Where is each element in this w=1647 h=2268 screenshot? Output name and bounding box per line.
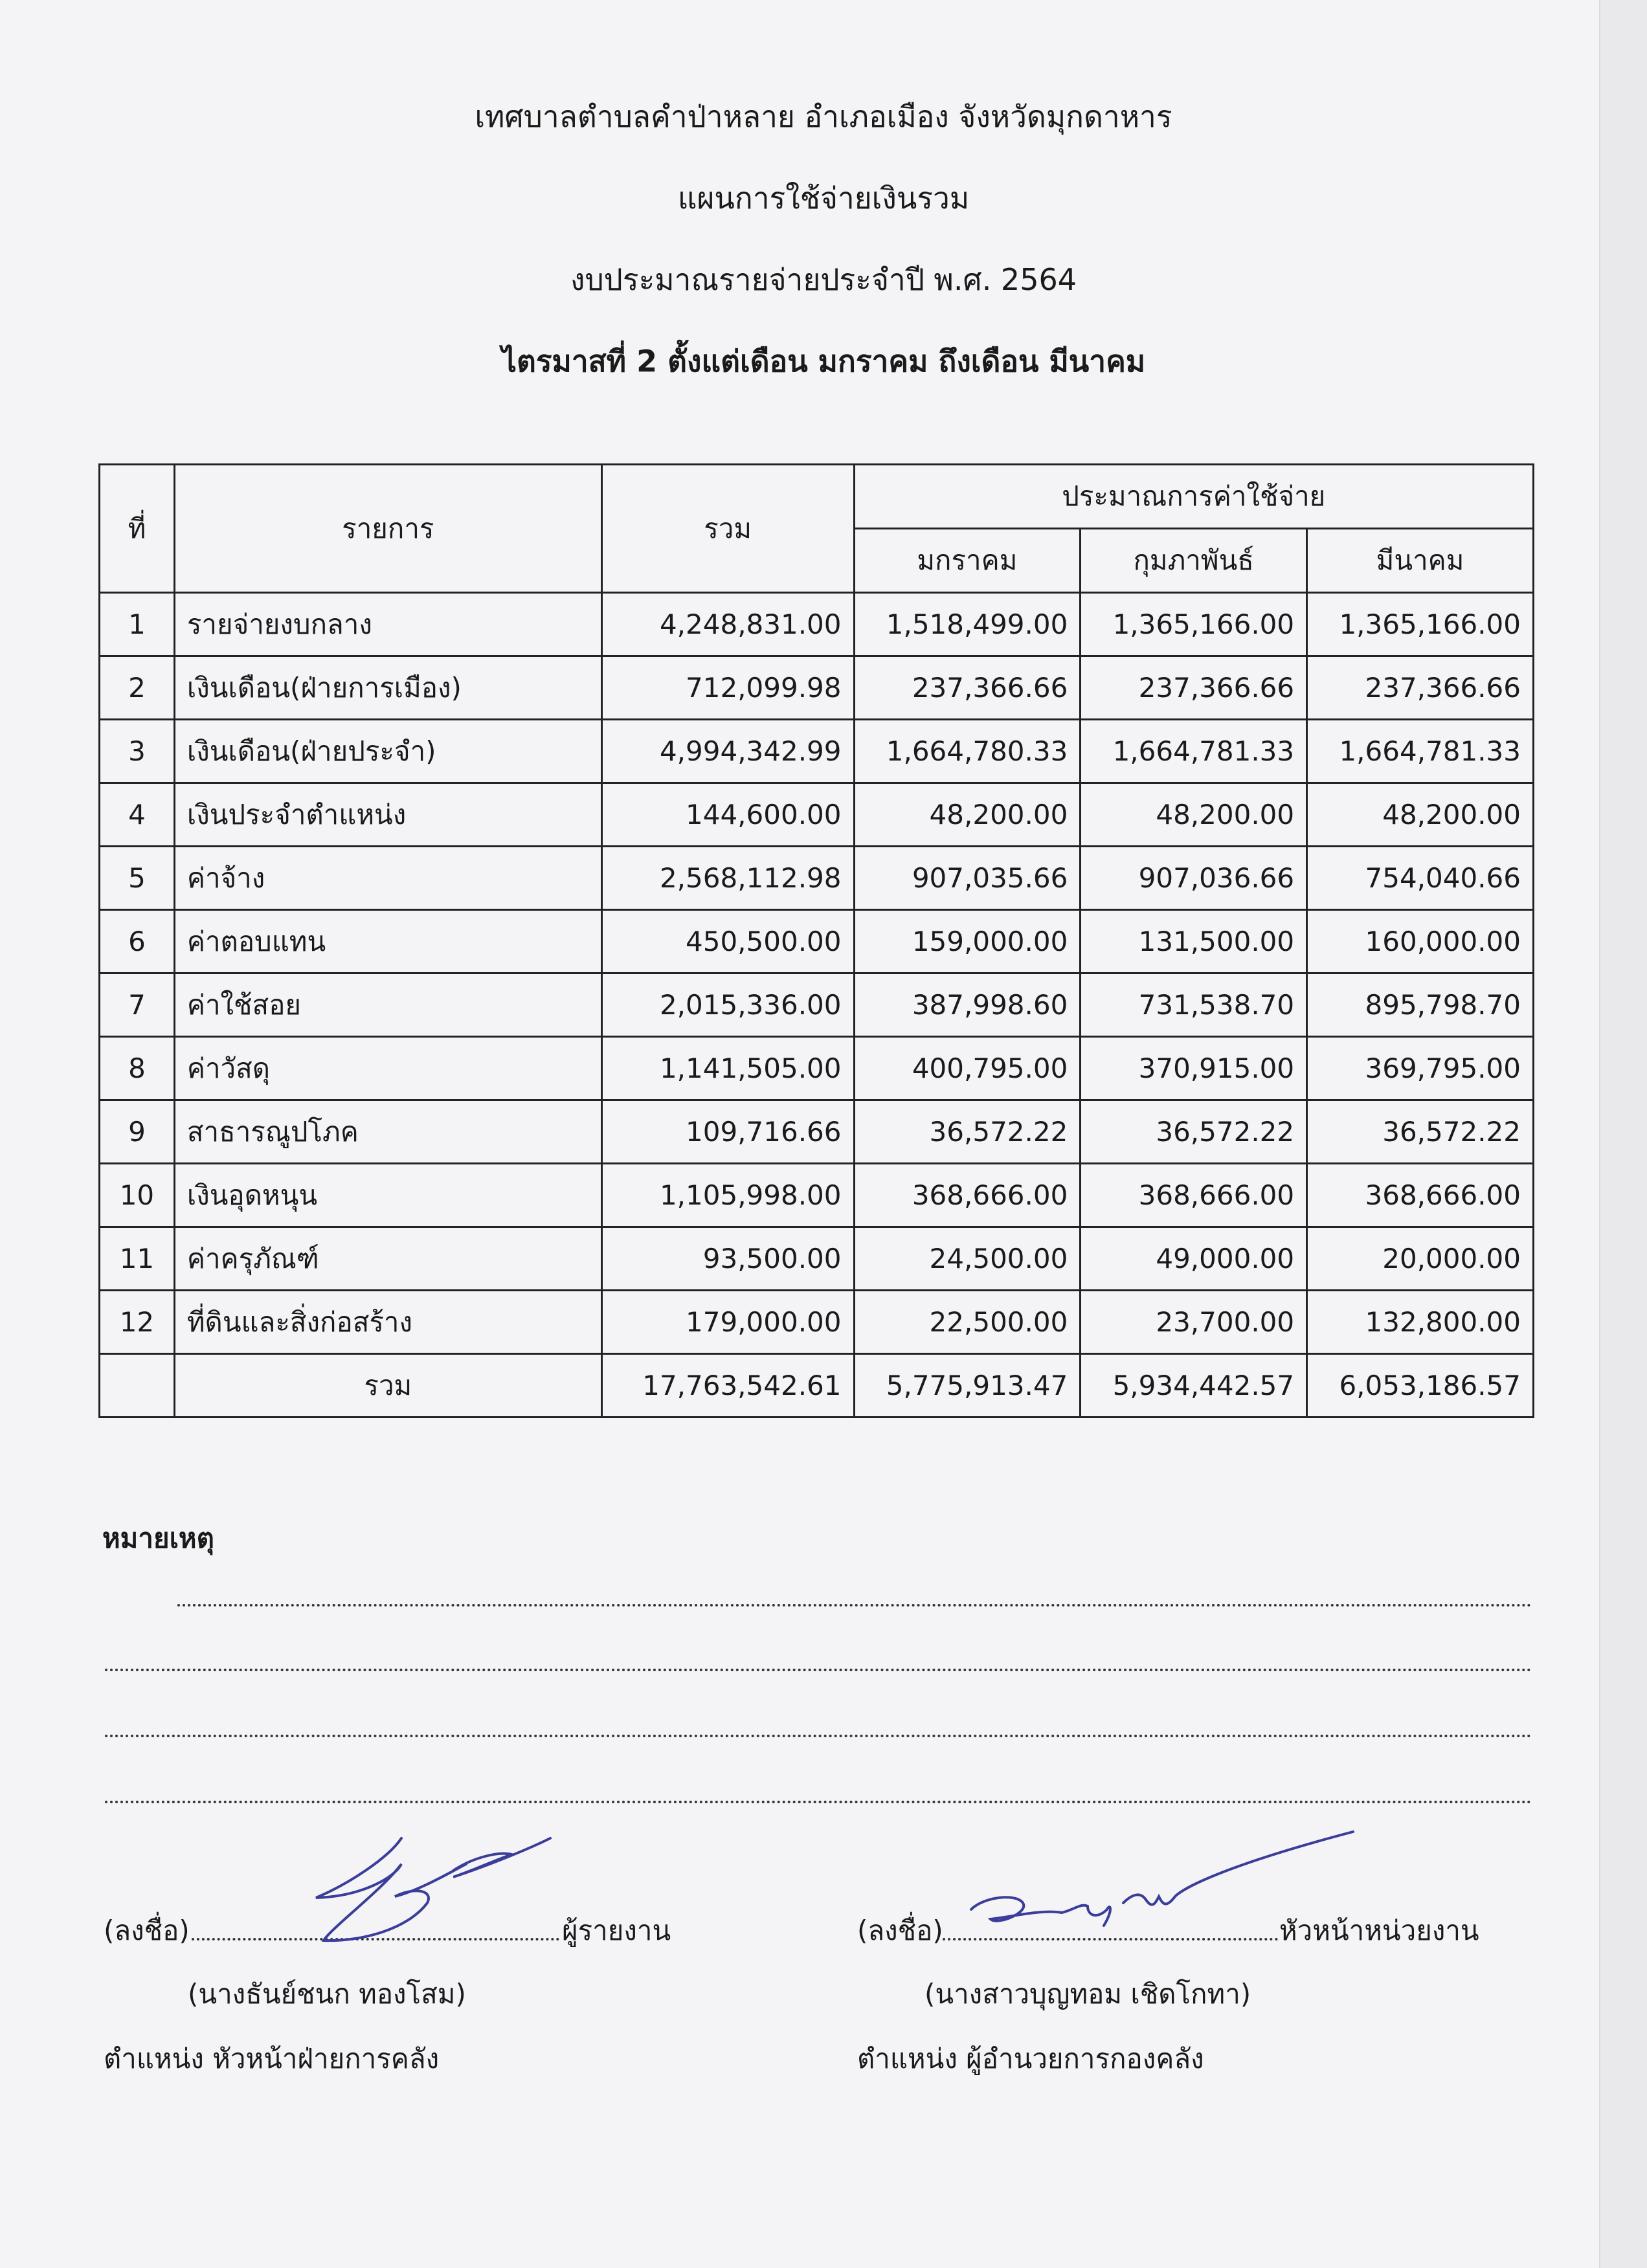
row-total: 712,099.98: [601, 656, 854, 720]
row-item: เงินประจำตำแหน่ง: [174, 783, 601, 847]
table-row: [100, 783, 1534, 847]
row-february: 1,664,781.33: [1081, 720, 1307, 783]
header-organization: เทศบาลตำบลคำป่าหลาย อำเภอเมือง จังหวัดมุกดาหาร: [475, 99, 1172, 134]
row-january: 1,518,499.00: [854, 593, 1081, 656]
row-item: ที่ดินและสิ่งก่อสร้าง: [174, 1291, 601, 1354]
row-no: 12: [100, 1291, 175, 1354]
col-header-item: รายการ: [174, 465, 601, 593]
row-item: สาธารณูปโภค: [174, 1100, 601, 1164]
row-total: 179,000.00: [601, 1291, 854, 1354]
row-march: 754,040.66: [1307, 847, 1534, 910]
total-row: [100, 1354, 1534, 1418]
row-march: 1,365,166.00: [1307, 593, 1534, 656]
table-row: [100, 656, 1534, 720]
row-february: 237,366.66: [1081, 656, 1307, 720]
budget-table: [98, 463, 1534, 1418]
row-january: 237,366.66: [854, 656, 1081, 720]
row-no: 2: [100, 656, 175, 720]
row-item: รายจ่ายงบกลาง: [174, 593, 601, 656]
col-header-march: มีนาคม: [1307, 529, 1534, 593]
row-no: 7: [100, 973, 175, 1037]
remarks-line-4: [105, 1801, 1532, 1803]
right-signature-image: [958, 1812, 1360, 1942]
row-total: 2,015,336.00: [601, 973, 854, 1037]
header-quarter: ไตรมาสที่ 2 ตั้งแต่เดือน มกราคม ถึงเดือน มีนาคม: [501, 344, 1146, 379]
row-item: ค่าใช้สอย: [174, 973, 601, 1037]
row-total: 4,994,342.99: [601, 720, 854, 783]
table-row: [100, 1291, 1534, 1354]
row-january: 159,000.00: [854, 910, 1081, 973]
remarks-title: หมายเหตุ: [102, 1522, 214, 1554]
left-sign-prefix: (ลงชื่อ): [104, 1915, 190, 1946]
document-header: [0, 97, 1647, 423]
header-budget-year: งบประมาณรายจ่ายประจำปี พ.ศ. 2564: [570, 262, 1077, 297]
row-no: 10: [100, 1164, 175, 1227]
table-row: [100, 973, 1534, 1037]
row-total: 1,105,998.00: [601, 1164, 854, 1227]
total-row-total: 17,763,542.61: [601, 1354, 854, 1418]
row-total: 144,600.00: [601, 783, 854, 847]
col-header-total: รวม: [601, 465, 854, 593]
row-item: ค่าตอบแทน: [174, 910, 601, 973]
row-february: 36,572.22: [1081, 1100, 1307, 1164]
col-header-no: ที่: [100, 465, 175, 593]
row-item: เงินเดือน(ฝ่ายประจำ): [174, 720, 601, 783]
left-signature-image: [304, 1825, 563, 1955]
row-march: 895,798.70: [1307, 973, 1534, 1037]
row-item: เงินเดือน(ฝ่ายการเมือง): [174, 656, 601, 720]
row-february: 131,500.00: [1081, 910, 1307, 973]
table-row: [100, 847, 1534, 910]
row-no: 4: [100, 783, 175, 847]
right-signer-name: (นางสาวบุญทอม เชิดโกทา): [924, 1978, 1251, 2010]
remarks-line-2: [105, 1669, 1532, 1671]
row-march: 368,666.00: [1307, 1164, 1534, 1227]
table-row: [100, 593, 1534, 656]
row-march: 132,800.00: [1307, 1291, 1534, 1354]
right-signer-position: ตำแหน่ง ผู้อำนวยการกองคลัง: [857, 2043, 1204, 2074]
row-january: 1,664,780.33: [854, 720, 1081, 783]
row-march: 36,572.22: [1307, 1100, 1534, 1164]
row-total: 109,716.66: [601, 1100, 854, 1164]
row-january: 24,500.00: [854, 1227, 1081, 1291]
row-item: ค่าจ้าง: [174, 847, 601, 910]
table-row: [100, 1100, 1534, 1164]
row-total: 2,568,112.98: [601, 847, 854, 910]
table-row: [100, 1037, 1534, 1100]
total-row-march: 6,053,186.57: [1307, 1354, 1534, 1418]
row-january: 387,998.60: [854, 973, 1081, 1037]
row-item: ค่าครุภัณฑ์: [174, 1227, 601, 1291]
row-january: 48,200.00: [854, 783, 1081, 847]
col-header-estimate: ประมาณการค่าใช้จ่าย: [854, 465, 1534, 529]
row-february: 907,036.66: [1081, 847, 1307, 910]
row-march: 48,200.00: [1307, 783, 1534, 847]
row-february: 23,700.00: [1081, 1291, 1307, 1354]
row-no: 9: [100, 1100, 175, 1164]
remarks-line-1: [177, 1604, 1532, 1606]
row-item: ค่าวัสดุ: [174, 1037, 601, 1100]
col-header-february: กุมภาพันธ์: [1081, 529, 1307, 593]
row-total: 93,500.00: [601, 1227, 854, 1291]
row-total: 450,500.00: [601, 910, 854, 973]
row-march: 160,000.00: [1307, 910, 1534, 973]
row-january: 907,035.66: [854, 847, 1081, 910]
row-february: 731,538.70: [1081, 973, 1307, 1037]
row-march: 20,000.00: [1307, 1227, 1534, 1291]
row-january: 22,500.00: [854, 1291, 1081, 1354]
row-march: 1,664,781.33: [1307, 720, 1534, 783]
row-no: 6: [100, 910, 175, 973]
table-row: [100, 1227, 1534, 1291]
header-plan-title: แผนการใช้จ่ายเงินรวม: [677, 181, 970, 216]
table-row: [100, 910, 1534, 973]
table-row: [100, 1164, 1534, 1227]
remarks-line-3: [105, 1735, 1532, 1737]
row-march: 237,366.66: [1307, 656, 1534, 720]
right-sign-prefix: (ลงชื่อ): [857, 1915, 943, 1946]
row-no: 11: [100, 1227, 175, 1291]
row-march: 369,795.00: [1307, 1037, 1534, 1100]
total-row-february: 5,934,442.57: [1081, 1354, 1307, 1418]
row-january: 400,795.00: [854, 1037, 1081, 1100]
row-total: 4,248,831.00: [601, 593, 854, 656]
total-row-january: 5,775,913.47: [854, 1354, 1081, 1418]
row-january: 368,666.00: [854, 1164, 1081, 1227]
row-total: 1,141,505.00: [601, 1037, 854, 1100]
row-february: 48,200.00: [1081, 783, 1307, 847]
row-no: 8: [100, 1037, 175, 1100]
left-sign-role: ผู้รายงาน: [562, 1915, 671, 1946]
left-signer-name: (นางธันย์ชนก ทองโสม): [188, 1978, 466, 2010]
row-no: 3: [100, 720, 175, 783]
col-header-january: มกราคม: [854, 529, 1081, 593]
total-row-label: รวม: [174, 1354, 601, 1418]
row-january: 36,572.22: [854, 1100, 1081, 1164]
row-february: 370,915.00: [1081, 1037, 1307, 1100]
row-item: เงินอุดหนุน: [174, 1164, 601, 1227]
row-no: 5: [100, 847, 175, 910]
row-february: 368,666.00: [1081, 1164, 1307, 1227]
right-sign-role: หัวหน้าหน่วยงาน: [1279, 1915, 1479, 1946]
total-row-no: [100, 1354, 175, 1418]
row-february: 1,365,166.00: [1081, 593, 1307, 656]
left-signer-position: ตำแหน่ง หัวหน้าฝ่ายการคลัง: [104, 2043, 440, 2074]
row-february: 49,000.00: [1081, 1227, 1307, 1291]
table-row: [100, 720, 1534, 783]
row-no: 1: [100, 593, 175, 656]
